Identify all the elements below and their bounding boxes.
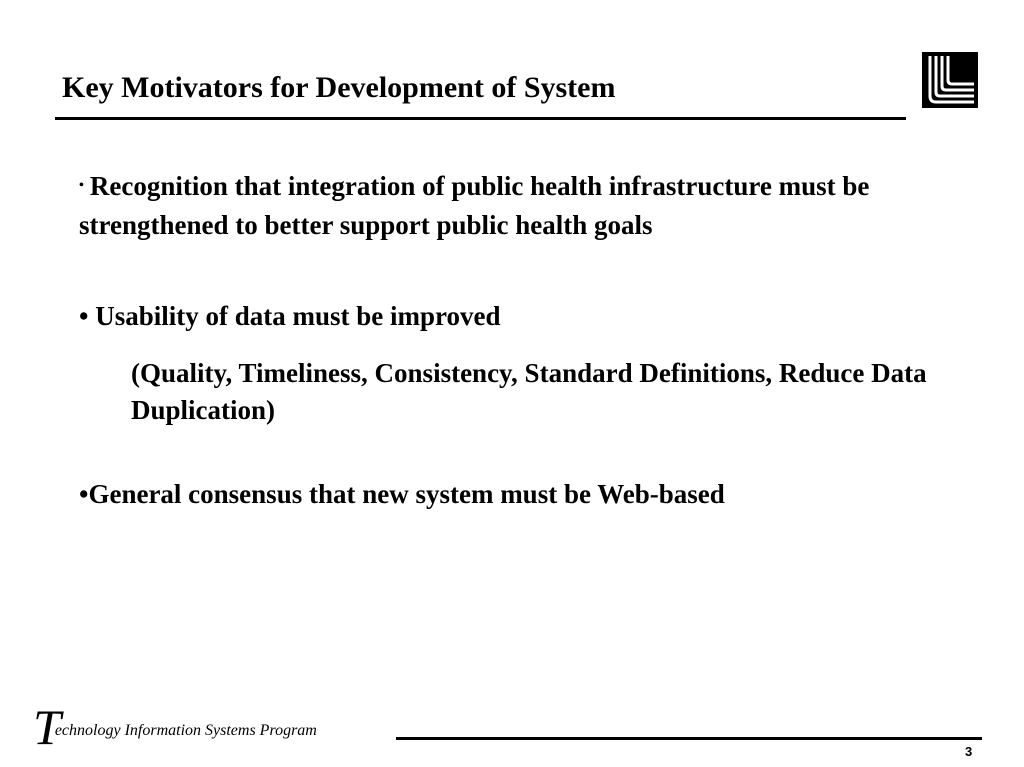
bullet-web-based (79, 476, 959, 513)
page-number: 3 (965, 744, 973, 759)
footer-brand-initial: T (33, 699, 55, 755)
bullet-text: Usability of data must be improved (95, 301, 501, 331)
sub-bullet-usability-details: (Quality, Timeliness, Consistency, Standard Definitions, Reduce Data Duplication) (131, 358, 927, 425)
title-divider (55, 117, 906, 120)
bullet-text: Recognition that integration of public health infrastructure must be strengthened to better support public health goals (79, 171, 870, 241)
footer-divider (396, 737, 982, 740)
bullet-marker: • (79, 479, 89, 509)
footer-program-name (33, 699, 317, 755)
bullet-usability (79, 298, 899, 335)
bullet-recognition (79, 168, 899, 244)
footer-brand-text: echnology Information Systems Program (54, 722, 317, 739)
bullet-text: General consensus that new system must be Web-based (88, 479, 725, 509)
llnl-logo-icon (922, 52, 978, 108)
slide-title: Key Motivators for Development of System (62, 71, 616, 104)
bullet-marker: • (79, 178, 84, 194)
bullet-marker: • (79, 301, 89, 331)
